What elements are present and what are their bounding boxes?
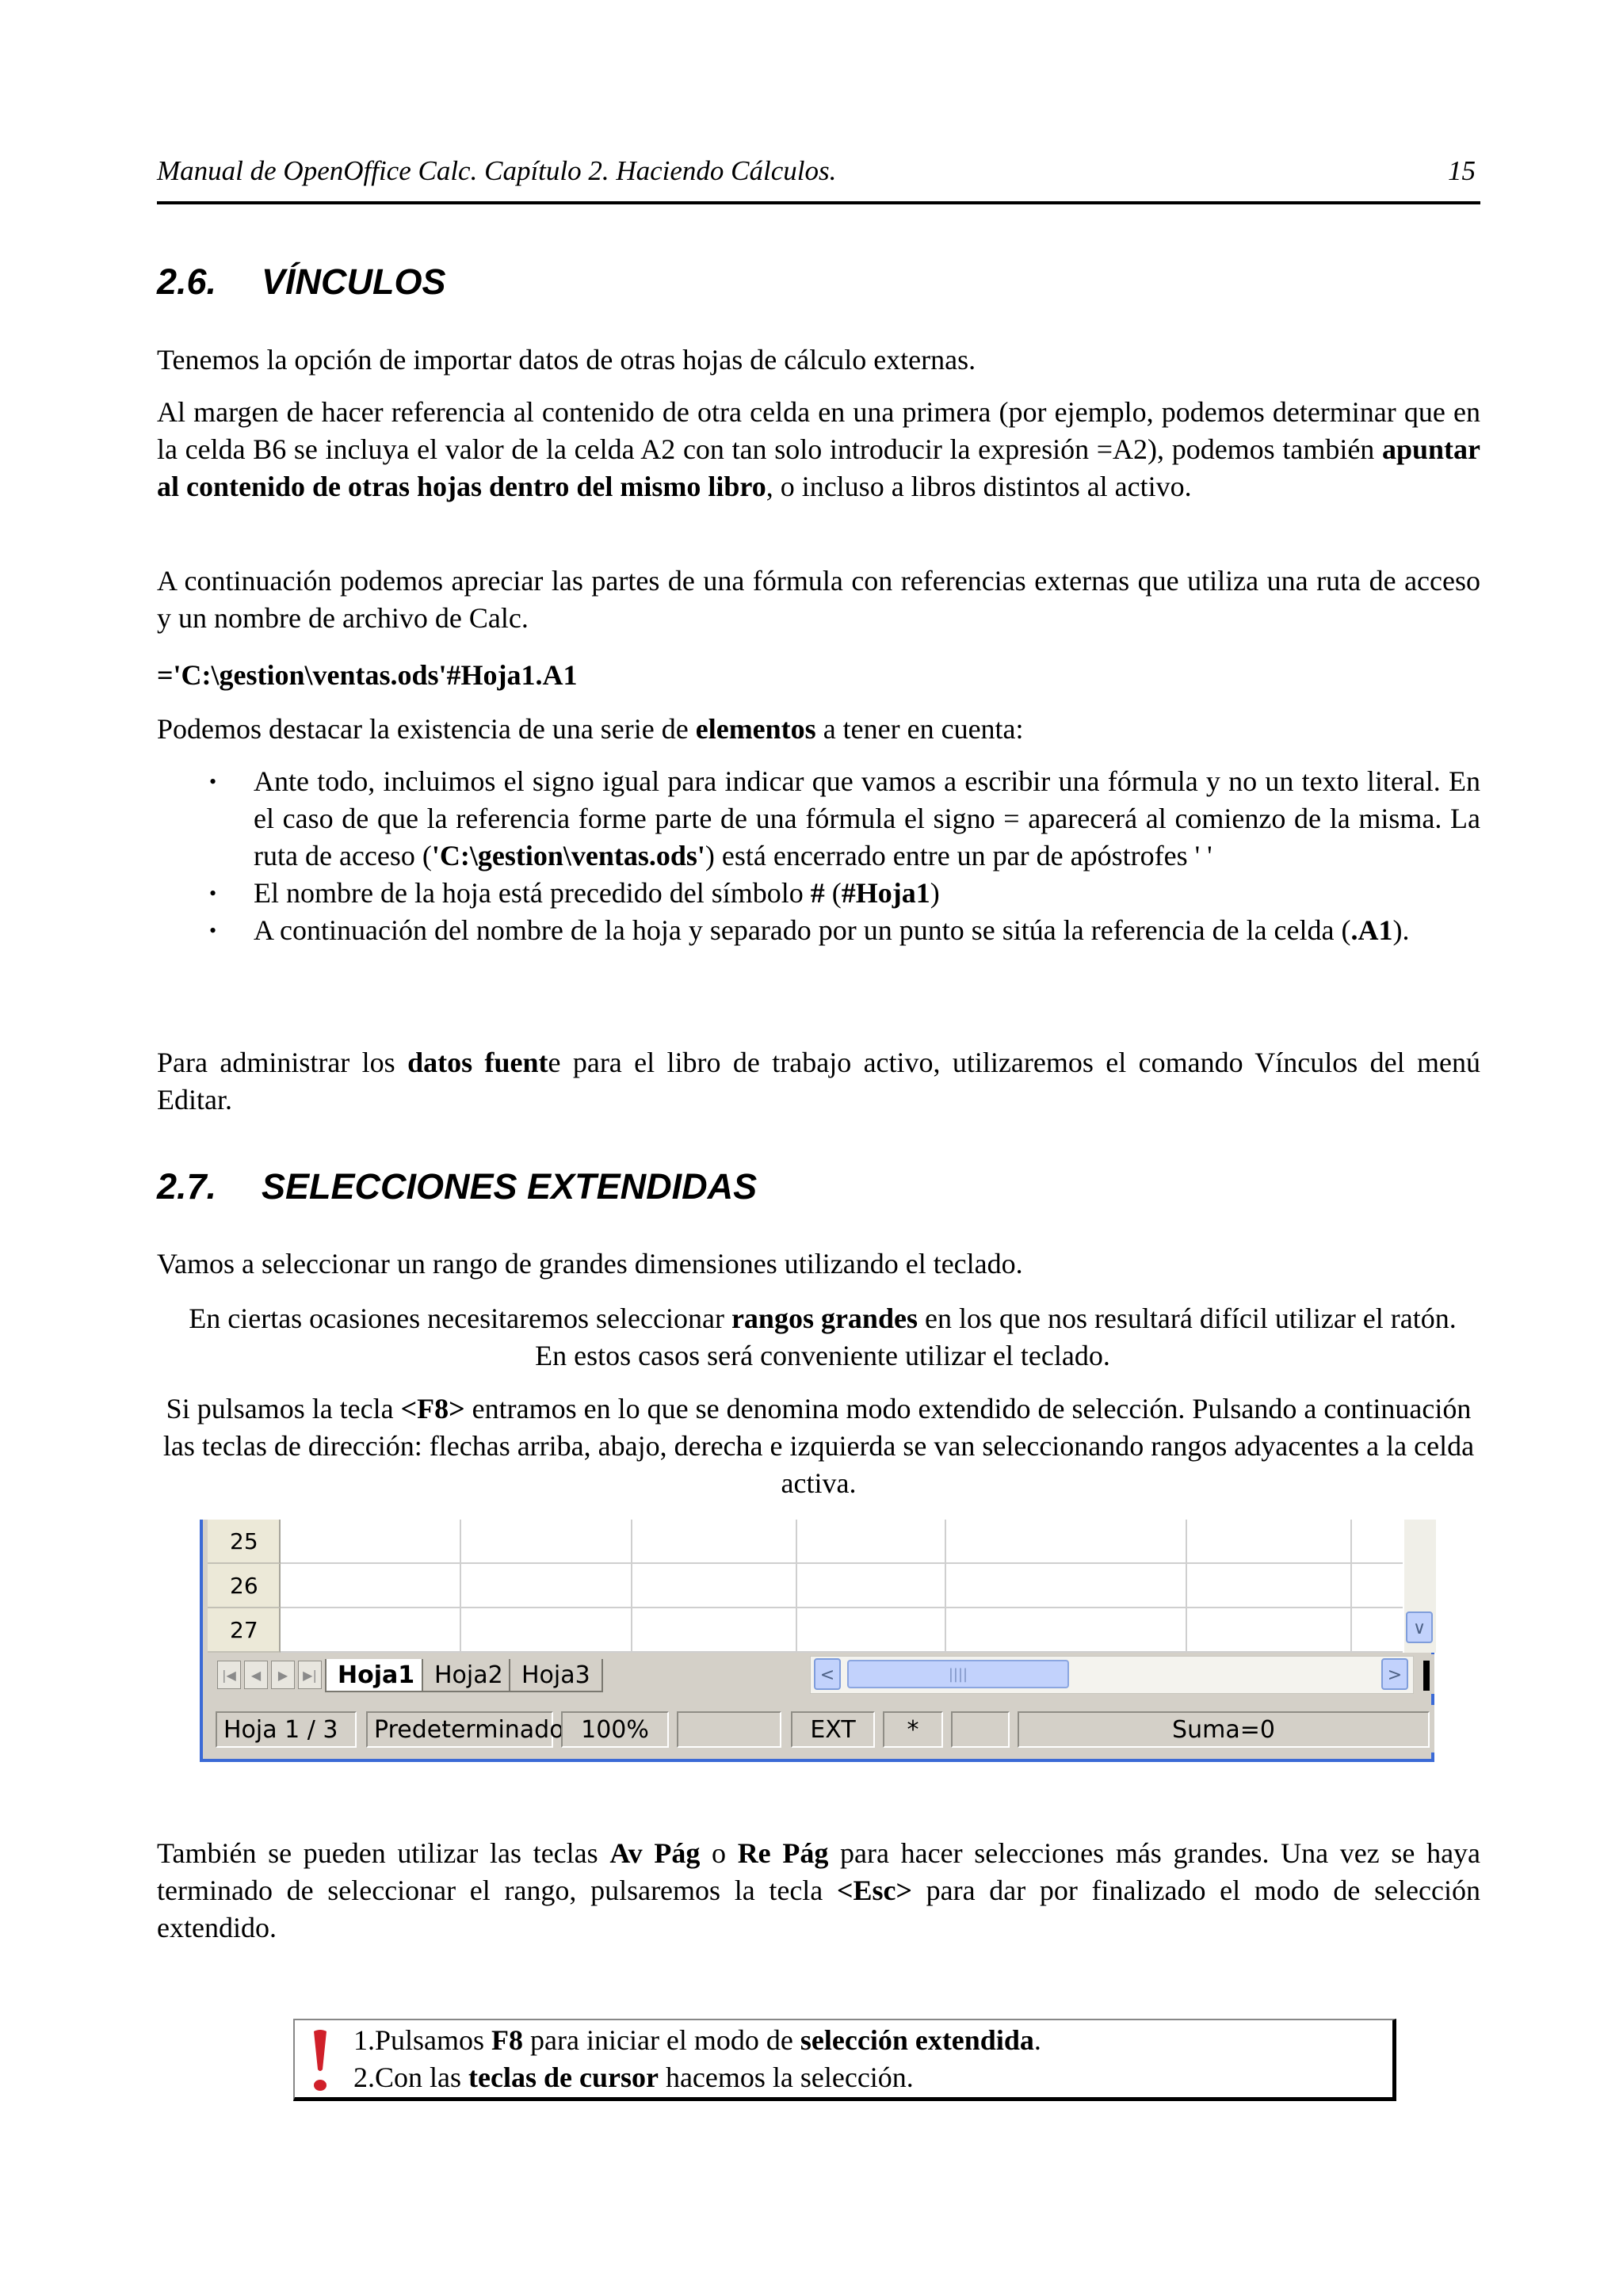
tip-line [353,2022,1041,2059]
bullet-icon: • [209,919,217,942]
bold-text: elementos [695,713,816,745]
grid-line [631,1520,632,1653]
text-run: para hacer selecciones más grandes. Una vez se haya terminado de seleccionar el rango, pulsaremos la tecla [157,1837,1481,1906]
horizontal-scrollbar[interactable] [810,1656,1414,1694]
paragraph [157,1835,1480,1947]
text-run: 2.Con las [353,2061,469,2093]
header-title: Manual de OpenOffice Calc. Capítulo 2. Haciendo Cálculos. [157,155,837,186]
bullet-icon: • [209,882,217,905]
scroll-left-icon[interactable]: < [814,1658,841,1690]
paragraph [157,1044,1480,1119]
tab-hoja1[interactable]: Hoja1 [325,1659,427,1692]
section-title: SELECCIONES EXTENDIDAS [262,1166,758,1207]
status-bar [208,1705,1434,1753]
text-run: También se pueden utilizar las teclas [157,1837,610,1869]
text-run: , o incluso a libros distintos al activo. [766,471,1192,502]
exclamation-icon [311,2028,330,2095]
row-header[interactable]: 26 [208,1564,281,1608]
text-run: El nombre de la hoja está precedido del símbolo [254,877,811,909]
status-modified: * [883,1711,943,1748]
text-run: hacemos la selección. [658,2061,914,2093]
list-item [157,763,1480,875]
text-run: e para el libro de trabajo activo, utilizaremos el comando Vínculos del menú Editar. [157,1047,1480,1116]
paragraph: Tenemos la opción de importar datos de otras hojas de cálculo externas. [157,344,976,376]
last-sheet-icon[interactable]: ▶| [298,1661,322,1689]
text-run: entramos en lo que se denomina modo extendido de selección. Pulsando a continuación las teclas de dirección: flechas arriba, abajo, derecha e izquierda se van seleccionando rangos adyacentes a la celda activa. [162,1393,1475,1499]
scroll-thumb[interactable]: |||| [847,1660,1069,1688]
paragraph [157,394,1480,505]
text-run: A continuación del nombre de la hoja y separado por un punto se sitúa la referencia de la celda ( [254,914,1351,946]
row-header[interactable]: 27 [208,1608,281,1653]
text-run: Para administrar los [157,1047,408,1078]
text-run: o [700,1837,738,1869]
status-empty-field [677,1711,781,1748]
section-number: 2.6. [157,261,217,302]
bold-text: apuntar al contenido de otras hojas dentro del mismo libro [157,433,1480,502]
spreadsheet-grid [208,1520,1403,1653]
section-heading-vinculos [157,261,446,303]
bold-text: Re Pág [737,1837,829,1869]
centered-paragraph [189,1300,1457,1375]
paragraph: Vamos a seleccionar un rango de grandes dimensiones utilizando el teclado. [157,1248,1023,1280]
list-item [157,912,1480,949]
text-run: para iniciar el modo de [523,2024,800,2056]
bold-text: <Esc> [836,1875,912,1906]
paragraph [157,711,1480,748]
bold-text: 'C:\gestion\ventas.ods' [431,840,705,871]
text-run: 1.Pulsamos [353,2024,492,2056]
grid-line [1350,1520,1352,1653]
running-header [157,155,1480,204]
first-sheet-icon[interactable]: |◀ [217,1661,241,1689]
tab-hoja3[interactable]: Hoja3 [509,1659,603,1692]
formula-text: ='C:\gestion\ventas.ods'#Hoja1.A1 [157,659,578,691]
paragraph: A continuación podemos apreciar las partes de una fórmula con referencias externas que utiliza una ruta de acceso y un nombre de archivo de Calc. [157,565,1480,634]
text-run: Podemos destacar la existencia de una serie de [157,713,696,745]
status-selection-mode[interactable]: EXT [791,1711,875,1748]
text-run: a tener en cuenta: [815,713,1024,745]
grid-line [460,1520,461,1653]
text-run: ( [824,877,842,909]
bold-text: teclas de cursor [468,2061,659,2093]
prev-sheet-icon[interactable]: ◀ [244,1661,268,1689]
bold-text: # [810,877,825,909]
grid-line [796,1520,797,1653]
text-run: ) está encerrado entre un par de apóstrofes ' ' [705,840,1212,871]
bold-text: rangos grandes [731,1302,918,1334]
page-number: 15 [1448,155,1476,186]
status-sheet: Hoja 1 / 3 [216,1711,357,1748]
text-run: ) [930,877,940,909]
bullet-icon: • [209,770,217,793]
text-run: Si pulsamos la tecla [166,1393,401,1425]
grid-line [281,1562,1403,1564]
centered-paragraph [157,1390,1480,1502]
status-sum: Suma=0 [1018,1711,1430,1748]
scroll-down-icon[interactable]: ∨ [1406,1611,1433,1643]
text-run: para dar por finalizado el modo de selección extendido. [157,1875,1480,1943]
bold-text: <F8> [400,1393,465,1425]
text-run: En ciertas ocasiones necesitaremos seleccionar [189,1302,731,1334]
bold-text: #Hoja1 [841,877,930,909]
bold-text: datos fuent [407,1047,548,1078]
text-run: ). [1392,914,1410,946]
formula-example [157,657,1480,694]
next-sheet-icon[interactable]: ▶ [271,1661,295,1689]
bold-text: F8 [491,2024,524,2056]
split-handle[interactable] [1423,1661,1430,1691]
status-zoom[interactable]: 100% [561,1711,669,1748]
text-run: . [1033,2024,1041,2056]
status-page-style[interactable]: Predeterminado [366,1711,553,1748]
grid-line [281,1607,1403,1608]
bold-text: selección extendida [800,2024,1034,2056]
section-heading-selecciones [157,1166,757,1207]
tip-lines [353,2022,1041,2096]
list-item [157,875,1480,912]
grid-line [945,1520,946,1653]
text-run: Ante todo, incluimos el signo igual para indicar que vamos a escribir una fórmula y no un texto literal. En el caso de que la referencia forme parte de una fórmula el signo = aparecerá al comienzo de la misma. La ruta de acceso ( [254,765,1480,871]
section-number: 2.7. [157,1166,217,1207]
grid-line [281,1651,1403,1653]
bold-text: .A1 [1350,914,1393,946]
grid-line [1186,1520,1187,1653]
scroll-right-icon[interactable]: > [1381,1658,1408,1690]
section-title: VÍNCULOS [262,261,446,302]
tip-line [353,2059,1041,2096]
row-header[interactable]: 25 [208,1520,281,1564]
text-run: Al margen de hacer referencia al contenido de otra celda en una primera (por ejemplo, podemos determinar que en la celda B6 se incluya el valor de la celda A2 con tan solo introducir la expresión =A2), podemos también [157,396,1480,465]
vertical-scrollbar[interactable] [1403,1520,1436,1653]
text-run: en los que nos resultará difícil utilizar el ratón. En estos casos será conveniente utilizar el teclado. [535,1302,1457,1371]
status-empty-field [951,1711,1010,1748]
bullet-list [157,763,1480,949]
calc-screenshot [200,1520,1434,1762]
bold-text: Av Pág [609,1837,701,1869]
tip-box [293,2019,1396,2101]
sheet-tab-bar [208,1654,1434,1694]
tab-hoja2[interactable]: Hoja2 [422,1659,516,1692]
